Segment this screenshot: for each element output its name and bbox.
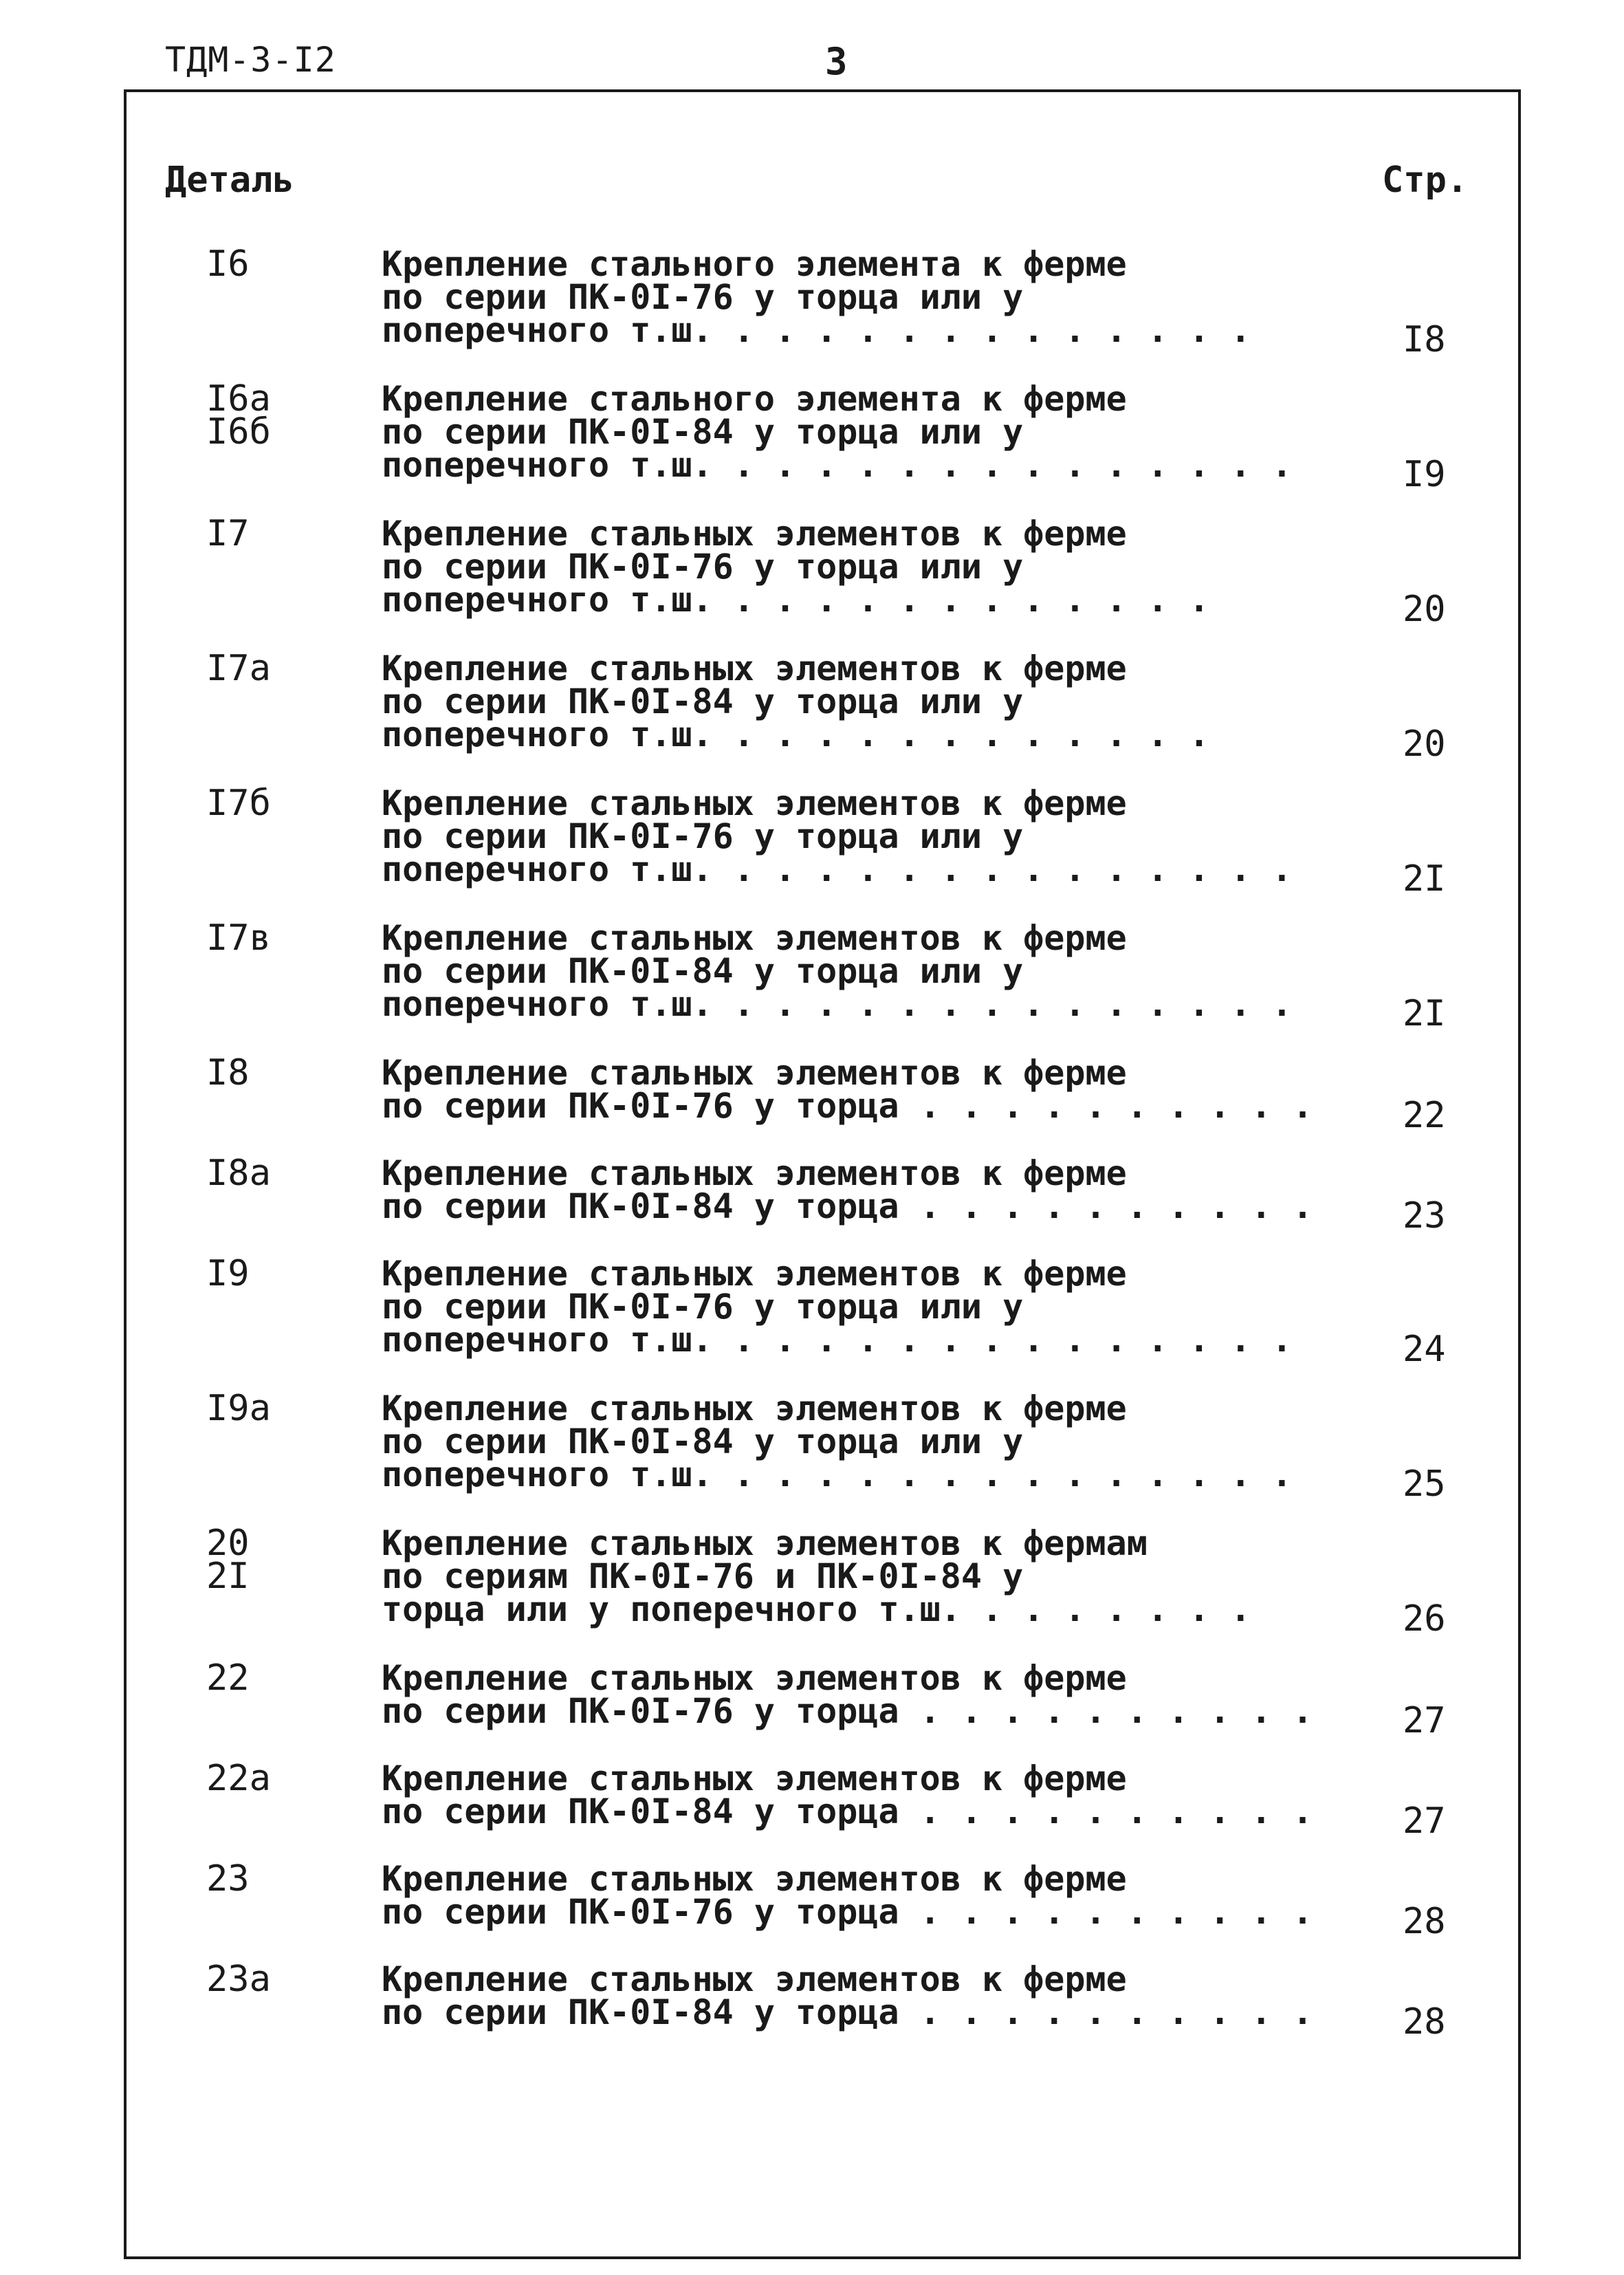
detail-number: 20 2I (206, 1523, 250, 1597)
entry-page-ref: I8 (1403, 319, 1446, 360)
contents-entry (0, 1052, 1624, 1157)
detail-number: I7в (206, 917, 271, 959)
entry-description (382, 379, 1296, 485)
detail-number: I8 (206, 1052, 250, 1093)
entry-text-line: Крепление стальных элементов к фермам (382, 1523, 1148, 1563)
entry-text-line: по серии ПК-0I-84 у торца или у (382, 682, 1024, 721)
entry-text-line: поперечного т.ш. . . . . . . . . . . . . (382, 715, 1210, 754)
detail-number: I6 (206, 243, 250, 285)
entry-page-ref: 2I (1403, 858, 1446, 900)
entry-page-ref: 20 (1403, 589, 1446, 630)
entry-text-line: по серии ПК-0I-84 у торца . . . . . . . . . . (382, 1792, 1313, 1831)
entry-description (382, 1859, 1313, 1932)
entry-text-line: поперечного т.ш. . . . . . . . . . . . . . . (382, 984, 1293, 1024)
entry-description (382, 1389, 1296, 1494)
entry-text-line: по серии ПК-0I-84 у торца или у (382, 1422, 1024, 1461)
entry-description (382, 918, 1296, 1024)
entry-description (382, 1959, 1313, 2032)
entry-text-line: поперечного т.ш. . . . . . . . . . . . . (382, 580, 1210, 620)
contents-entry (0, 1523, 1624, 1662)
entry-text-line: по серии ПК-0I-76 у торца . . . . . . . . . . (382, 1086, 1313, 1126)
entry-description (382, 1658, 1313, 1731)
entry-text-line: Крепление стальных элементов к ферме (382, 1959, 1127, 1999)
contents-entry (0, 1858, 1624, 1963)
contents-entry (0, 1153, 1624, 1257)
entry-text-line: Крепление стальных элементов к ферме (382, 1053, 1127, 1093)
entry-description (382, 1759, 1313, 1831)
entry-text-line: по серии ПК-0I-76 у торца . . . . . . . . . . (382, 1691, 1313, 1731)
entry-page-ref: 25 (1403, 1463, 1446, 1505)
entry-text-line: поперечного т.ш. . . . . . . . . . . . . . . (382, 849, 1293, 889)
entry-text-line: Крепление стальных элементов к ферме (382, 1859, 1127, 1899)
detail-number: I9а (206, 1388, 271, 1429)
entry-text-line: по серии ПК-0I-76 у торца или у (382, 547, 1024, 587)
contents-entry (0, 1758, 1624, 1862)
entry-page-ref: 26 (1403, 1598, 1446, 1640)
entry-description (382, 1053, 1313, 1126)
entry-text-line: Крепление стальных элементов к ферме (382, 1658, 1127, 1698)
entry-text-line: поперечного т.ш. . . . . . . . . . . . . . . (382, 445, 1293, 485)
entry-description (382, 244, 1296, 350)
entry-description (382, 1254, 1296, 1360)
entry-page-ref: 22 (1403, 1095, 1446, 1136)
detail-number: I6а I6б (206, 378, 271, 453)
entry-text-line: Крепление стальных элементов к ферме (382, 1759, 1127, 1798)
contents-entry (0, 1388, 1624, 1527)
contents-list (0, 243, 1624, 2063)
entry-text-line: по серии ПК-0I-76 у торца или у (382, 816, 1024, 856)
contents-entry (0, 1657, 1624, 1762)
entry-text-line: по серии ПК-0I-84 у торца или у (382, 951, 1024, 991)
entry-text-line: Крепление стального элемента к ферме (382, 379, 1127, 419)
entry-text-line: Крепление стальных элементов к ферме (382, 514, 1127, 554)
entry-text-line: по серии ПК-0I-84 у торца . . . . . . . . . . (382, 1186, 1313, 1226)
detail-number: I9 (206, 1253, 250, 1294)
entry-text-line: торца или у поперечного т.ш. . . . . . . . (382, 1589, 1251, 1629)
entry-text-line: по серии ПК-0I-84 у торца или у (382, 412, 1024, 452)
entry-page-ref: 27 (1403, 1700, 1446, 1741)
detail-number: 22 (206, 1657, 250, 1699)
entry-text-line: поперечного т.ш. . . . . . . . . . . . . . . (382, 1455, 1293, 1494)
entry-text-line: Крепление стальных элементов к ферме (382, 918, 1127, 958)
entry-text-line: по серии ПК-0I-76 у торца или у (382, 277, 1024, 317)
entry-text-line: по серии ПК-0I-84 у торца . . . . . . . . . . (382, 1992, 1313, 2032)
contents-entry (0, 917, 1624, 1056)
entry-text-line: поперечного т.ш. . . . . . . . . . . . . . (382, 310, 1251, 350)
entry-description (382, 649, 1296, 754)
contents-entry (0, 243, 1624, 382)
entry-page-ref: 28 (1403, 2001, 1446, 2043)
detail-number: I7а (206, 648, 271, 689)
detail-number: I7 (206, 513, 250, 554)
entry-text-line: по серии ПК-0I-76 у торца . . . . . . . . . . (382, 1892, 1313, 1932)
page-number: 3 (825, 40, 848, 83)
entry-text-line: Крепление стальных элементов к ферме (382, 649, 1127, 688)
entry-text-line: Крепление стальных элементов к ферме (382, 1153, 1127, 1193)
entry-page-ref: 23 (1403, 1195, 1446, 1237)
entry-page-ref: 2I (1403, 993, 1446, 1034)
contents-entry (0, 1253, 1624, 1392)
detail-number: 23 (206, 1858, 250, 1900)
detail-column-header: Деталь (165, 160, 294, 201)
detail-number: I7б (206, 783, 271, 824)
document-code: ТДМ-3-I2 (165, 40, 336, 80)
entry-text-line: по серии ПК-0I-76 у торца или у (382, 1287, 1024, 1327)
entry-description (382, 1153, 1313, 1226)
entry-page-ref: I9 (1403, 454, 1446, 495)
entry-text-line: по сериям ПК-0I-76 и ПК-0I-84 у (382, 1556, 1024, 1596)
entry-text-line: Крепление стальных элементов к ферме (382, 783, 1127, 823)
entry-description (382, 514, 1296, 620)
contents-entry (0, 378, 1624, 517)
entry-page-ref: 24 (1403, 1329, 1446, 1370)
entry-description (382, 1523, 1296, 1629)
entry-text-line: Крепление стального элемента к ферме (382, 244, 1127, 284)
contents-entry (0, 1959, 1624, 2063)
entry-text-line: Крепление стальных элементов к ферме (382, 1254, 1127, 1294)
detail-number: 23а (206, 1959, 271, 2000)
page-column-header: Стр. (1382, 160, 1469, 201)
detail-number: I8а (206, 1153, 271, 1194)
entry-text-line: Крепление стальных элементов к ферме (382, 1389, 1127, 1428)
entry-description (382, 783, 1296, 889)
entry-text-line: поперечного т.ш. . . . . . . . . . . . . . . (382, 1320, 1293, 1360)
entry-page-ref: 27 (1403, 1800, 1446, 1842)
detail-number: 22а (206, 1758, 271, 1799)
contents-entry (0, 648, 1624, 787)
entry-page-ref: 28 (1403, 1901, 1446, 1942)
entry-page-ref: 20 (1403, 723, 1446, 765)
contents-entry (0, 783, 1624, 922)
contents-entry (0, 513, 1624, 652)
